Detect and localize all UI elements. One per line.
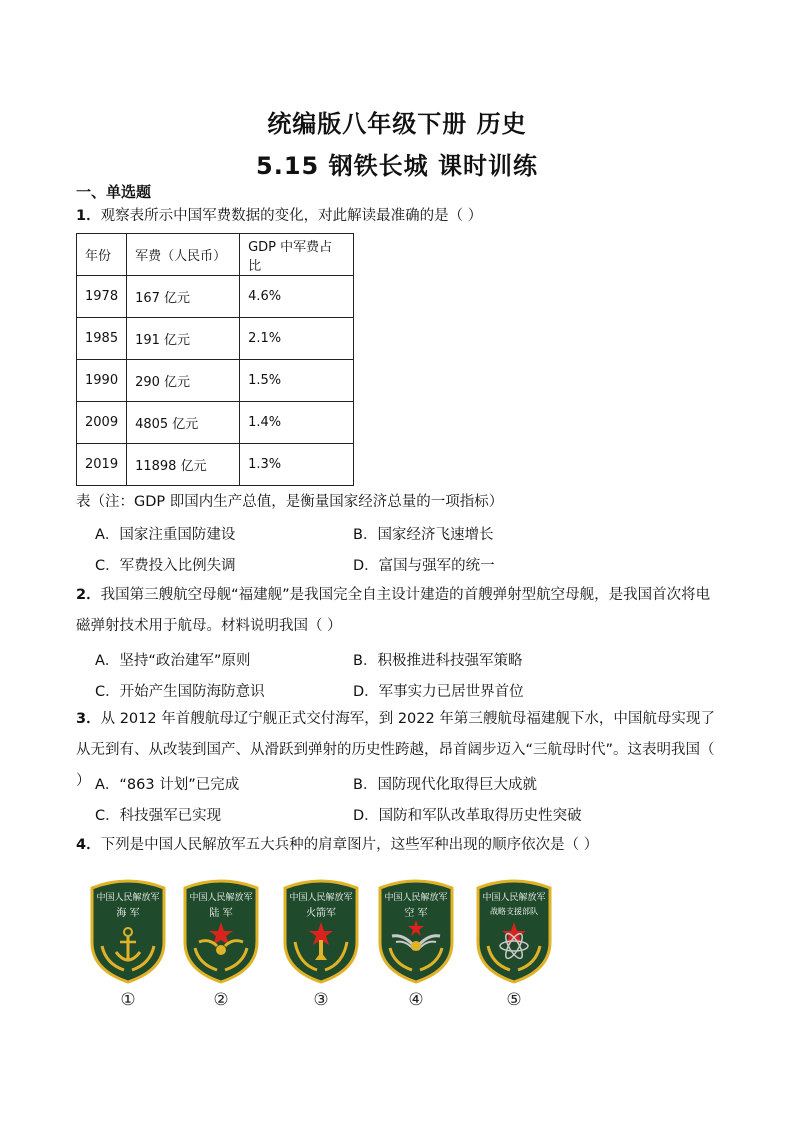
question-number: 3． bbox=[76, 711, 101, 727]
badge-top-text: 中国人民解放军 bbox=[189, 893, 253, 903]
table-cell-spending: 290 亿元 bbox=[127, 360, 240, 402]
table-cell-gdp-share: 2.1% bbox=[240, 318, 354, 360]
table-cell-gdp-share: 4.6% bbox=[240, 276, 354, 318]
rocket-force-badge bbox=[277, 876, 365, 1010]
table-cell-spending: 167 亿元 bbox=[127, 276, 240, 318]
badge-shield-icon bbox=[372, 876, 460, 986]
option-d[interactable]: D．军事实力已居世界首位 bbox=[353, 684, 524, 700]
table-cell-year: 1990 bbox=[77, 360, 127, 402]
badge-shield-icon bbox=[84, 876, 172, 986]
question-stem: 观察表所示中国军费数据的变化，对此解读最准确的是（ ） bbox=[100, 208, 483, 224]
option-a[interactable]: A．坚持“政治建军”原则 bbox=[95, 653, 251, 669]
question-stem: 下列是中国人民解放军五大兵种的肩章图片，这些军种出现的顺序依次是（ ） bbox=[100, 837, 599, 853]
option-a[interactable]: A．国家注重国防建设 bbox=[95, 527, 236, 543]
table-row bbox=[77, 276, 354, 318]
table-header-row bbox=[77, 234, 354, 276]
option-c[interactable]: C．开始产生国防海防意识 bbox=[95, 684, 265, 700]
question-4 bbox=[76, 830, 716, 861]
badge-number-label: ③ bbox=[313, 990, 329, 1010]
section-heading: 一、单选题 bbox=[76, 183, 152, 201]
military-spending-table bbox=[76, 233, 354, 486]
option-c[interactable]: C．军费投入比例失调 bbox=[95, 558, 236, 574]
question-number: 4． bbox=[76, 837, 101, 853]
army-badge bbox=[177, 876, 265, 1010]
badge-top-text: 中国人民解放军 bbox=[96, 893, 160, 903]
table-cell-spending: 4805 亿元 bbox=[127, 402, 240, 444]
table-header-cell: GDP 中军费占比 bbox=[240, 234, 354, 276]
badge-number-label: ④ bbox=[408, 990, 424, 1010]
table-cell-year: 2009 bbox=[77, 402, 127, 444]
table-row bbox=[77, 318, 354, 360]
question-stem: 我国第三艘航空母舰“福建舰”是我国完全自主设计建造的首艘弹射型航空母舰，是我国首次将电磁弹射技术用于航母。材料说明我国（ ） bbox=[76, 587, 711, 634]
question-stem: 从 2012 年首艘航母辽宁舰正式交付海军，到 2022 年第三艘航母福建舰下水，中国航母实现了从无到有、从改装到国产、从滑跃到弹射的历史性跨越，昂首阔步迈入“三航母时代”。这表明我国（ ） bbox=[76, 711, 715, 789]
question-1 bbox=[76, 201, 716, 232]
badge-branch-text: 陆 军 bbox=[209, 908, 233, 919]
navy-badge bbox=[84, 876, 172, 1010]
table-row bbox=[77, 444, 354, 486]
table-cell-year: 1985 bbox=[77, 318, 127, 360]
question-number: 1． bbox=[76, 208, 101, 224]
badge-number-label: ① bbox=[120, 990, 136, 1010]
badge-top-text: 中国人民解放军 bbox=[384, 893, 448, 903]
badge-branch-text: 火箭军 bbox=[306, 908, 336, 919]
table-header-cell: 年份 bbox=[77, 234, 127, 276]
table-row bbox=[77, 402, 354, 444]
table-cell-spending: 11898 亿元 bbox=[127, 444, 240, 486]
option-d[interactable]: D．富国与强军的统一 bbox=[353, 558, 495, 574]
table-cell-year: 1978 bbox=[77, 276, 127, 318]
badge-shield-icon bbox=[177, 876, 265, 986]
shoulder-badge-row bbox=[84, 876, 564, 1016]
badge-shield-icon bbox=[277, 876, 365, 986]
table-header-cell: 军费（人民币） bbox=[127, 234, 240, 276]
table-cell-year: 2019 bbox=[77, 444, 127, 486]
badge-branch-text: 海 军 bbox=[116, 908, 140, 919]
badge-number-label: ② bbox=[213, 990, 229, 1010]
document-title: 统编版八年级下册 历史 bbox=[267, 110, 527, 138]
table-cell-gdp-share: 1.4% bbox=[240, 402, 354, 444]
air-force-badge bbox=[372, 876, 460, 1010]
option-b[interactable]: B．国防现代化取得巨大成就 bbox=[353, 777, 537, 793]
badge-branch-text: 空 军 bbox=[404, 908, 428, 919]
table-cell-gdp-share: 1.5% bbox=[240, 360, 354, 402]
lesson-title: 5.15 钢铁长城 课时训练 bbox=[256, 152, 538, 180]
question-number: 2． bbox=[76, 587, 101, 603]
badge-top-text: 中国人民解放军 bbox=[289, 893, 353, 903]
badge-top-text: 中国人民解放军 bbox=[482, 893, 546, 903]
option-a[interactable]: A．“863 计划”已完成 bbox=[95, 777, 240, 793]
badge-branch-text: 战略支援部队 bbox=[490, 907, 538, 916]
option-b[interactable]: B．国家经济飞速增长 bbox=[353, 527, 494, 543]
table-cell-gdp-share: 1.3% bbox=[240, 444, 354, 486]
badge-number-label: ⑤ bbox=[506, 990, 522, 1010]
table-note: 表（注：GDP 即国内生产总值，是衡量国家经济总量的一项指标） bbox=[76, 494, 504, 510]
strategic-support-badge bbox=[470, 876, 558, 1010]
table-row bbox=[77, 360, 354, 402]
option-d[interactable]: D．国防和军队改革取得历史性突破 bbox=[353, 808, 582, 824]
table-cell-spending: 191 亿元 bbox=[127, 318, 240, 360]
option-c[interactable]: C．科技强军已实现 bbox=[95, 808, 222, 824]
badge-shield-icon bbox=[470, 876, 558, 986]
option-b[interactable]: B．积极推进科技强军策略 bbox=[353, 653, 523, 669]
question-2 bbox=[76, 580, 716, 642]
